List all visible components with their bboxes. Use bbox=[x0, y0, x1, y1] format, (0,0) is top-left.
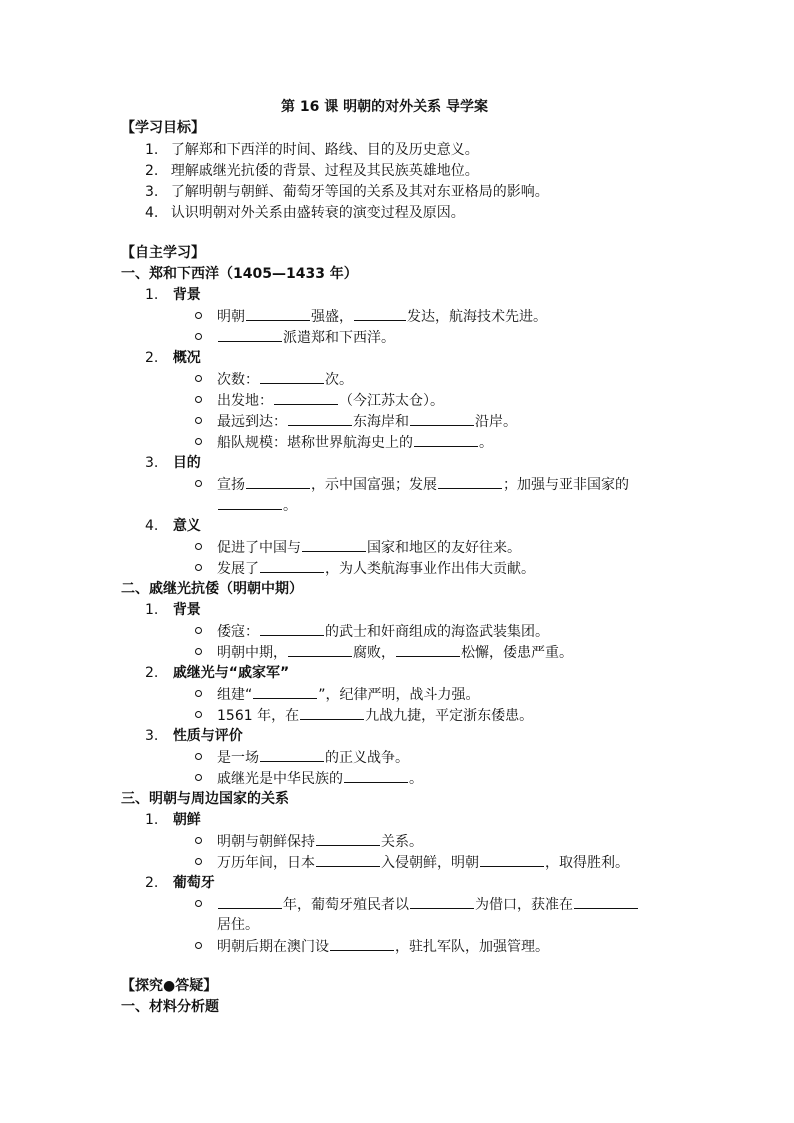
bullet-icon bbox=[195, 333, 202, 340]
goals-heading: 【学习目标】 bbox=[121, 120, 205, 136]
subsection-heading bbox=[145, 810, 201, 830]
blank-field[interactable] bbox=[410, 411, 474, 426]
blank-field[interactable] bbox=[316, 852, 380, 867]
text-fragment: 戚继光是中华民族的 bbox=[217, 771, 343, 787]
fill-blank-line: 居住。 bbox=[217, 917, 259, 933]
blank-field[interactable] bbox=[438, 474, 502, 489]
explore-heading: 【探究●答疑】 bbox=[121, 978, 218, 994]
blank-field[interactable] bbox=[218, 894, 282, 909]
text-fragment: 派遣郑和下西洋。 bbox=[283, 330, 395, 346]
text-fragment: 宣扬 bbox=[217, 477, 245, 493]
blank-field[interactable] bbox=[288, 411, 352, 426]
text-fragment: 的武士和奸商组成的海盗武装集团。 bbox=[325, 624, 549, 640]
bullet-icon bbox=[195, 564, 202, 571]
text-fragment: 明朝与朝鲜保持 bbox=[217, 834, 315, 850]
blank-field[interactable] bbox=[396, 642, 460, 657]
bullet-icon bbox=[195, 543, 202, 550]
text-fragment: 。 bbox=[409, 771, 423, 787]
blank-field[interactable] bbox=[480, 852, 544, 867]
section-title: 一、郑和下西洋（1405—1433 年） bbox=[121, 266, 358, 282]
section-title: 一、材料分析题 bbox=[121, 999, 219, 1015]
fill-blank-line bbox=[217, 474, 629, 495]
subsection-heading bbox=[145, 516, 201, 536]
text-fragment: 沿岸。 bbox=[475, 414, 517, 430]
subsection-label: 朝鲜 bbox=[172, 812, 201, 828]
subsection-heading bbox=[145, 285, 201, 305]
subsection-label: 葡萄牙 bbox=[172, 875, 215, 891]
fill-blank-line bbox=[217, 936, 549, 957]
fill-blank-line bbox=[217, 390, 444, 411]
blank-field[interactable] bbox=[330, 936, 394, 951]
bullet-icon bbox=[195, 837, 202, 844]
subsection-number: 1. bbox=[145, 602, 159, 618]
subsection-number: 1. bbox=[145, 812, 159, 828]
text-fragment: 发达，航海技术先进。 bbox=[407, 309, 547, 325]
blank-field[interactable] bbox=[218, 327, 282, 342]
subsection-number: 2. bbox=[145, 875, 159, 891]
fill-blank-line bbox=[217, 768, 423, 789]
text-fragment: ；加强与亚非国家的 bbox=[503, 477, 629, 493]
text-fragment: 明朝 bbox=[217, 309, 245, 325]
bullet-icon bbox=[195, 627, 202, 634]
text-fragment: 为借口，获准在 bbox=[475, 897, 573, 913]
text-fragment: ，驻扎军队，加强管理。 bbox=[395, 939, 549, 955]
blank-field[interactable] bbox=[246, 306, 310, 321]
blank-field[interactable] bbox=[414, 432, 478, 447]
blank-field[interactable] bbox=[260, 369, 324, 384]
fill-blank-line bbox=[217, 747, 409, 768]
text-fragment: 出发地： bbox=[217, 393, 273, 409]
subsection-heading bbox=[145, 453, 201, 473]
text-fragment: 组建“ bbox=[217, 687, 253, 703]
subsection-label: 戚继光与“戚家军” bbox=[172, 665, 290, 681]
fill-blank-line bbox=[217, 894, 639, 915]
text-fragment: 腐败， bbox=[353, 645, 395, 661]
blank-field[interactable] bbox=[574, 894, 638, 909]
goal-text: 了解郑和下西洋的时间、路线、目的及历史意义。 bbox=[170, 142, 479, 158]
fill-blank-line bbox=[217, 831, 423, 852]
goal-text: 了解明朝与朝鲜、葡萄牙等国的关系及其对东亚格局的影响。 bbox=[170, 184, 549, 200]
blank-field[interactable] bbox=[344, 768, 408, 783]
text-fragment: 船队规模：堪称世界航海史上的 bbox=[217, 435, 413, 451]
subsection-number: 3. bbox=[145, 455, 159, 471]
bullet-icon bbox=[195, 375, 202, 382]
blank-field[interactable] bbox=[288, 642, 352, 657]
bullet-icon bbox=[195, 858, 202, 865]
subsection-label: 目的 bbox=[172, 455, 201, 471]
fill-blank-line bbox=[217, 852, 629, 873]
blank-field[interactable] bbox=[274, 390, 338, 405]
text-fragment: 发展了 bbox=[217, 561, 259, 577]
bullet-icon bbox=[195, 690, 202, 697]
text-fragment: 倭寇： bbox=[217, 624, 259, 640]
text-fragment: ，为人类航海事业作出伟大贡献。 bbox=[325, 561, 535, 577]
blank-field[interactable] bbox=[260, 558, 324, 573]
text-fragment: 明朝后期在澳门设 bbox=[217, 939, 329, 955]
bullet-icon bbox=[195, 417, 202, 424]
fill-blank-line bbox=[217, 705, 533, 726]
text-fragment: 次。 bbox=[325, 372, 353, 388]
subsection-number: 2. bbox=[145, 665, 159, 681]
subsection-label: 意义 bbox=[172, 518, 201, 534]
fill-blank-line bbox=[217, 642, 573, 663]
bullet-icon bbox=[195, 480, 202, 487]
bullet-icon bbox=[195, 648, 202, 655]
fill-blank-line bbox=[217, 537, 521, 558]
section-title: 二、戚继光抗倭（明朝中期） bbox=[121, 581, 303, 597]
subsection-label: 背景 bbox=[172, 602, 201, 618]
goal-text: 认识明朝对外关系由盛转衰的演变过程及原因。 bbox=[170, 205, 465, 221]
goal-text: 理解戚继光抗倭的背景、过程及其民族英雄地位。 bbox=[170, 163, 479, 179]
subsection-number: 1. bbox=[145, 287, 159, 303]
text-fragment: 国家和地区的友好往来。 bbox=[367, 540, 521, 556]
text-fragment: 关系。 bbox=[381, 834, 423, 850]
blank-field[interactable] bbox=[302, 537, 366, 552]
text-fragment: ”，纪律严明，战斗力强。 bbox=[318, 687, 480, 703]
text-fragment: ，示中国富强；发展 bbox=[311, 477, 437, 493]
fill-blank-line bbox=[217, 495, 297, 516]
text-fragment: ，取得胜利。 bbox=[545, 855, 629, 871]
fill-blank-line bbox=[217, 411, 517, 432]
bullet-icon bbox=[195, 312, 202, 319]
text-fragment: 最远到达： bbox=[217, 414, 287, 430]
text-fragment: （今江苏太仓）。 bbox=[339, 393, 444, 409]
text-fragment: 是一场 bbox=[217, 750, 259, 766]
bullet-icon bbox=[195, 396, 202, 403]
bullet-icon bbox=[195, 711, 202, 718]
goal-item bbox=[145, 203, 465, 223]
subsection-number: 2. bbox=[145, 350, 159, 366]
text-fragment: 松懈，倭患严重。 bbox=[461, 645, 573, 661]
text-fragment: 入侵朝鲜，明朝 bbox=[381, 855, 479, 871]
fill-blank-line bbox=[217, 369, 353, 390]
bullet-icon bbox=[195, 774, 202, 781]
text-fragment: 年，葡萄牙殖民者以 bbox=[283, 897, 409, 913]
subsection-label: 背景 bbox=[172, 287, 201, 303]
text-fragment: 九战九捷，平定浙东倭患。 bbox=[365, 708, 534, 724]
blank-field[interactable] bbox=[410, 894, 474, 909]
blank-field[interactable] bbox=[300, 705, 364, 720]
subsection-heading bbox=[145, 663, 289, 683]
blank-field[interactable] bbox=[316, 831, 380, 846]
text-fragment: 强盛， bbox=[311, 309, 353, 325]
text-fragment: 。 bbox=[479, 435, 493, 451]
blank-field[interactable] bbox=[253, 684, 317, 699]
subsection-number: 4. bbox=[145, 518, 159, 534]
fill-blank-line bbox=[217, 327, 395, 348]
fill-blank-line bbox=[217, 558, 535, 579]
text-fragment: 1561 年，在 bbox=[217, 708, 300, 724]
goal-number: 3. bbox=[145, 184, 159, 200]
bullet-icon bbox=[195, 753, 202, 760]
bullet-icon bbox=[195, 438, 202, 445]
subsection-heading bbox=[145, 873, 215, 893]
subsection-heading bbox=[145, 348, 201, 368]
blank-field[interactable] bbox=[260, 621, 324, 636]
text-fragment: 万历年间，日本 bbox=[217, 855, 315, 871]
blank-field[interactable] bbox=[354, 306, 406, 321]
goal-item bbox=[145, 161, 479, 181]
blank-field[interactable] bbox=[260, 747, 324, 762]
text-fragment: 的正义战争。 bbox=[325, 750, 409, 766]
text-fragment: 次数： bbox=[217, 372, 259, 388]
fill-blank-line bbox=[217, 684, 480, 705]
goal-item bbox=[145, 140, 479, 160]
text-fragment: 东海岸和 bbox=[353, 414, 409, 430]
blank-field[interactable] bbox=[218, 495, 282, 510]
text-fragment: 。 bbox=[283, 498, 297, 514]
goal-number: 1. bbox=[145, 142, 159, 158]
goal-item bbox=[145, 182, 549, 202]
fill-blank-line bbox=[217, 306, 547, 327]
goal-number: 2. bbox=[145, 163, 159, 179]
self-study-heading: 【自主学习】 bbox=[121, 245, 205, 261]
fill-blank-line bbox=[217, 432, 493, 453]
subsection-heading bbox=[145, 600, 201, 620]
bullet-icon bbox=[195, 942, 202, 949]
goal-number: 4. bbox=[145, 205, 159, 221]
section-title: 三、明朝与周边国家的关系 bbox=[121, 791, 289, 807]
subsection-number: 3. bbox=[145, 728, 159, 744]
text-fragment: 明朝中期， bbox=[217, 645, 287, 661]
text-fragment: 促进了中国与 bbox=[217, 540, 301, 556]
fill-blank-line bbox=[217, 621, 549, 642]
blank-field[interactable] bbox=[246, 474, 310, 489]
bullet-icon bbox=[195, 900, 202, 907]
subsection-label: 性质与评价 bbox=[172, 728, 243, 744]
subsection-heading bbox=[145, 726, 243, 746]
page-title: 第 16 课 明朝的对外关系 导学案 bbox=[281, 99, 488, 115]
subsection-label: 概况 bbox=[172, 350, 201, 366]
